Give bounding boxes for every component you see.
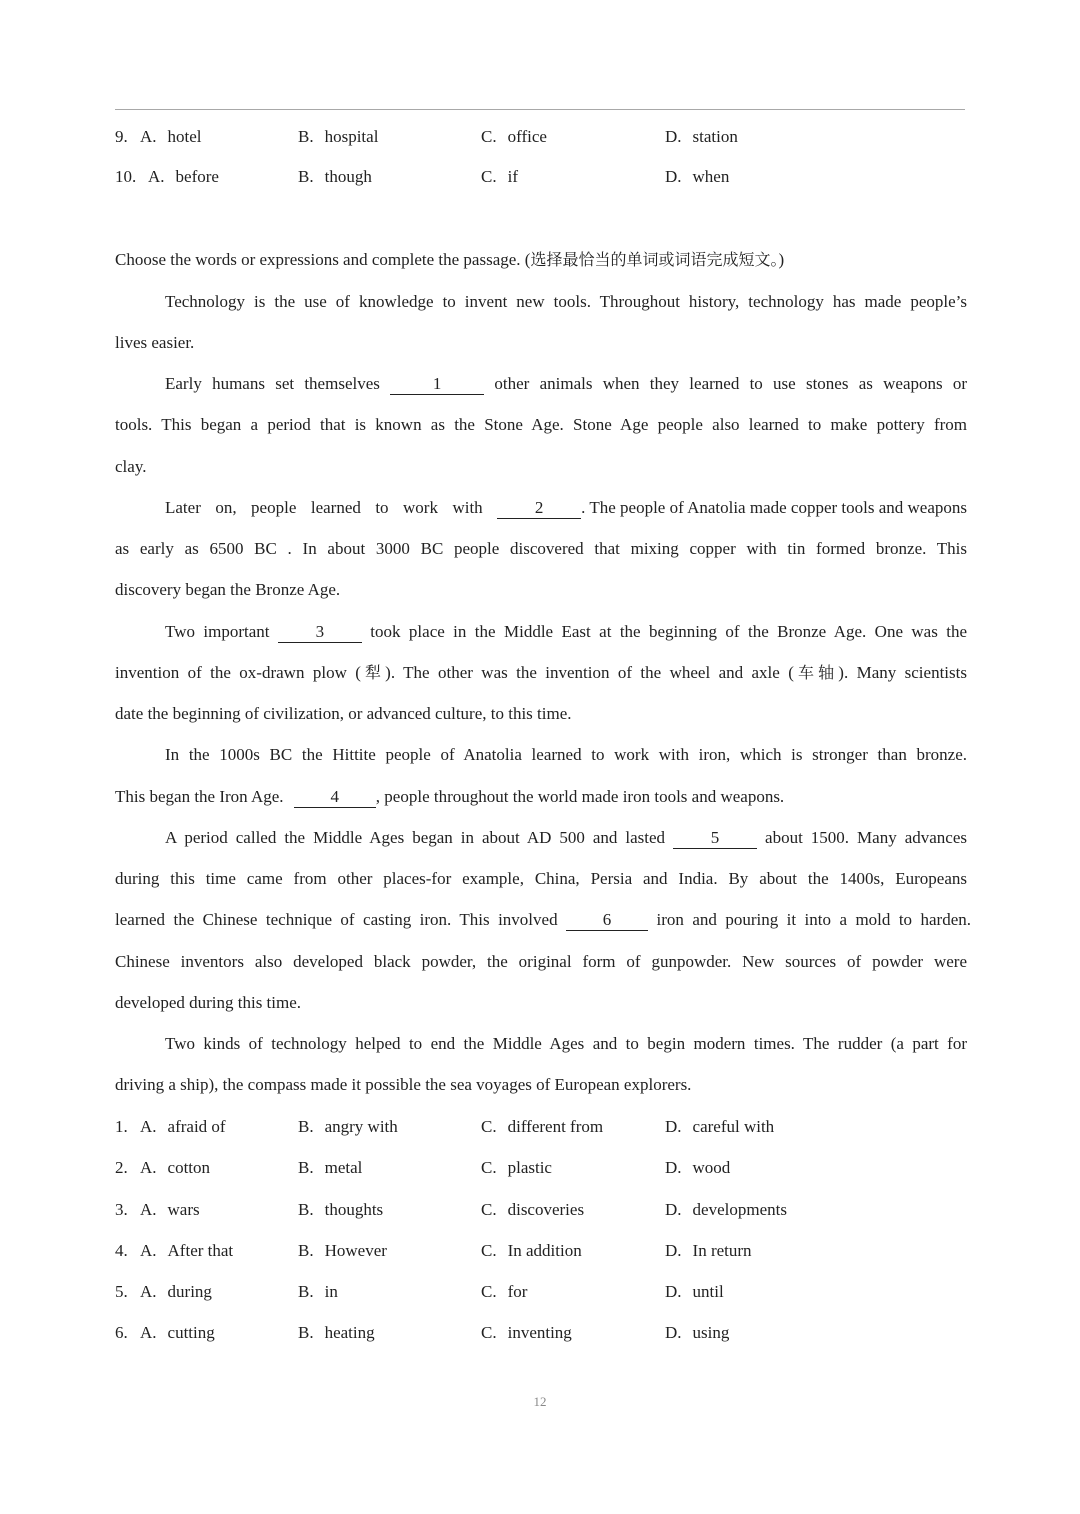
question-row	[115, 1115, 975, 1139]
question-row	[115, 125, 975, 149]
passage-text	[115, 663, 967, 682]
option-text: thoughts	[324, 1200, 384, 1219]
passage-line	[165, 372, 967, 396]
option-text: wood	[692, 1158, 731, 1177]
passage-line	[165, 496, 967, 520]
option-text: metal	[324, 1158, 363, 1177]
passage-line	[115, 785, 967, 809]
option-letter: C.	[481, 1200, 497, 1219]
blank-group	[497, 496, 967, 520]
answer-option	[140, 1239, 233, 1263]
passage-line	[165, 826, 967, 850]
question-number: 9.	[115, 127, 128, 146]
passage-text: Early humans set themselves	[165, 374, 380, 393]
option-letter: C.	[481, 1241, 497, 1260]
question-number: 5.	[115, 1282, 128, 1301]
option-text: plastic	[507, 1158, 552, 1177]
question-number: 6.	[115, 1323, 128, 1342]
option-text: inventing	[507, 1323, 572, 1342]
passage-line: developed during this time.	[115, 993, 302, 1012]
question-row	[115, 1156, 975, 1180]
answer-option	[298, 1115, 398, 1139]
answer-blank-5: 5	[673, 828, 757, 849]
answer-option	[481, 1115, 603, 1139]
passage-text-part: ). Many scientists	[838, 663, 967, 682]
passage-line	[115, 908, 971, 932]
option-text: during	[167, 1282, 212, 1301]
option-text: if	[507, 167, 518, 186]
passage-line: during this time came from other places-for example, China, Persia and India. By about the 1400s, Europeans	[115, 869, 967, 888]
answer-option	[298, 1156, 362, 1180]
option-letter: A.	[140, 127, 157, 146]
answer-option	[298, 1321, 375, 1345]
question-number: 10.	[115, 167, 137, 186]
option-text: In addition	[507, 1241, 582, 1260]
option-letter: A.	[140, 1200, 157, 1219]
answer-option	[481, 1239, 582, 1263]
passage-line: Chinese inventors also developed black powder, the original form of gunpowder. New sources of powder were	[115, 952, 967, 971]
option-letter: C.	[481, 167, 497, 186]
passage-text: other animals when they learned to use stones as weapons or	[494, 374, 968, 393]
question-number: 2.	[115, 1158, 128, 1177]
option-letter: B.	[298, 1117, 314, 1136]
answer-blank-3: 3	[278, 622, 362, 643]
passage-text: Two important	[165, 622, 270, 641]
passage-text: about 1500. Many advances	[765, 828, 968, 847]
answer-option	[481, 1280, 527, 1304]
answer-blank-1: 1	[390, 374, 484, 395]
passage-text-part: invention of the ox-drawn plow (	[115, 663, 361, 682]
instruction-text-chinese: 选择最恰当的单词或词语完成短文。	[530, 250, 779, 269]
option-text: station	[692, 127, 738, 146]
answer-option	[298, 1280, 338, 1304]
answer-option	[665, 1280, 724, 1304]
passage-text-part: ). The other was the invention of the wheel and axle (	[385, 663, 794, 682]
option-letter: D.	[665, 167, 682, 186]
answer-option	[481, 1321, 572, 1345]
option-letter: B.	[298, 127, 314, 146]
answer-option	[665, 125, 738, 149]
passage-line: Technology is the use of knowledge to invent new tools. Throughout history, technology has made people’s	[165, 292, 967, 311]
passage-line: tools. This began a period that is known as the Stone Age. Stone Age people also learned to make pottery from	[115, 415, 967, 434]
instruction-text: Choose the words or expressions and complete the passage. (	[115, 250, 531, 269]
answer-option	[298, 1239, 387, 1263]
answer-option	[148, 165, 219, 189]
option-letter: D.	[665, 1200, 682, 1219]
answer-blank-4: 4	[294, 787, 376, 808]
passage-line: discovery began the Bronze Age.	[115, 580, 341, 599]
option-text: when	[692, 167, 730, 186]
answer-option	[665, 1198, 787, 1222]
answer-option	[140, 1321, 215, 1345]
option-letter: B.	[298, 1323, 314, 1342]
option-text: for	[507, 1282, 528, 1301]
passage-line: driving a ship), the compass made it possible the sea voyages of European explorers.	[115, 1075, 692, 1094]
answer-option	[481, 1156, 552, 1180]
question-row	[115, 1198, 975, 1222]
option-letter: D.	[665, 1282, 682, 1301]
option-letter: B.	[298, 1158, 314, 1177]
option-text: heating	[324, 1323, 375, 1342]
question-number: 1.	[115, 1117, 128, 1136]
passage-line: lives easier.	[115, 333, 195, 352]
instruction-line	[115, 248, 967, 272]
option-text: angry with	[324, 1117, 398, 1136]
answer-option	[140, 125, 202, 149]
passage-line	[165, 620, 967, 644]
option-text: afraid of	[167, 1117, 226, 1136]
header-divider	[115, 109, 965, 110]
option-letter: D.	[665, 1323, 682, 1342]
question-number: 3.	[115, 1200, 128, 1219]
option-letter: B.	[298, 167, 314, 186]
option-text: though	[324, 167, 372, 186]
option-text: discoveries	[507, 1200, 585, 1219]
option-text: hospital	[324, 127, 379, 146]
option-letter: C.	[481, 1282, 497, 1301]
option-text: In return	[692, 1241, 752, 1260]
passage-text: learned the Chinese technique of casting iron. This involved	[115, 910, 558, 929]
option-letter: D.	[665, 1241, 682, 1260]
question-row	[115, 1321, 975, 1345]
option-text: in	[324, 1282, 338, 1301]
option-letter: B.	[298, 1282, 314, 1301]
answer-blank-2: 2	[497, 498, 581, 519]
page-number: 12	[533, 1394, 547, 1409]
option-text: until	[692, 1282, 724, 1301]
passage-text: took place in the Middle East at the beginning of the Bronze Age. One was the	[370, 622, 968, 641]
chinese-gloss: 犁	[360, 663, 386, 682]
option-letter: A.	[140, 1241, 157, 1260]
answer-blank-6: 6	[566, 910, 648, 931]
question-row	[115, 1280, 975, 1304]
passage-line	[115, 661, 967, 685]
option-letter: D.	[665, 1158, 682, 1177]
answer-option	[481, 165, 518, 189]
answer-option	[140, 1280, 212, 1304]
option-letter: D.	[665, 127, 682, 146]
option-letter: A.	[140, 1282, 157, 1301]
answer-option	[140, 1156, 210, 1180]
option-text: cotton	[167, 1158, 211, 1177]
option-letter: C.	[481, 1117, 497, 1136]
option-letter: B.	[298, 1200, 314, 1219]
answer-option	[665, 1115, 774, 1139]
option-letter: D.	[665, 1117, 682, 1136]
answer-option	[665, 1156, 730, 1180]
option-text: developments	[692, 1200, 787, 1219]
passage-line: Two kinds of technology helped to end the Middle Ages and to begin modern times. The rudder (a part for	[165, 1034, 967, 1053]
option-text: using	[692, 1323, 730, 1342]
option-letter: B.	[298, 1241, 314, 1260]
passage-text: iron and pouring it into a mold to harden.	[656, 910, 972, 929]
option-text: office	[507, 127, 547, 146]
question-number: 4.	[115, 1241, 128, 1260]
answer-option	[298, 125, 378, 149]
question-row	[115, 1239, 975, 1263]
passage-text: , people throughout the world made iron tools and weapons.	[375, 787, 785, 806]
answer-option	[665, 165, 729, 189]
option-text: However	[324, 1241, 387, 1260]
answer-option	[140, 1115, 226, 1139]
option-letter: A.	[140, 1117, 157, 1136]
option-letter: A.	[140, 1158, 157, 1177]
passage-text: Later on, people learned to work with	[165, 498, 483, 517]
chinese-gloss: 车轴	[793, 663, 839, 682]
answer-option	[140, 1198, 200, 1222]
option-text: hotel	[167, 127, 202, 146]
answer-option	[298, 165, 372, 189]
option-text: careful with	[692, 1117, 775, 1136]
question-row	[115, 165, 975, 189]
passage-line: as early as 6500 BC . In about 3000 BC people discovered that mixing copper with tin formed bronze. This	[115, 539, 967, 558]
answer-option	[298, 1198, 383, 1222]
passage-text: . The people of Anatolia made copper tools and weapons	[581, 498, 968, 517]
option-text: before	[175, 167, 219, 186]
option-text: cutting	[167, 1323, 215, 1342]
option-letter: A.	[140, 1323, 157, 1342]
passage-line: In the 1000s BC the Hittite people of Anatolia learned to work with iron, which is stronger than bronze.	[165, 745, 967, 764]
option-letter: C.	[481, 127, 497, 146]
option-text: wars	[167, 1200, 200, 1219]
option-letter: C.	[481, 1323, 497, 1342]
answer-option	[665, 1239, 752, 1263]
passage-text: This began the Iron Age.	[115, 787, 284, 806]
option-text: different from	[507, 1117, 604, 1136]
option-text: After that	[167, 1241, 234, 1260]
option-letter: A.	[148, 167, 165, 186]
option-letter: C.	[481, 1158, 497, 1177]
answer-option	[481, 125, 547, 149]
passage-line: date the beginning of civilization, or advanced culture, to this time.	[115, 704, 572, 723]
passage-text: A period called the Middle Ages began in about AD 500 and lasted	[165, 828, 666, 847]
answer-option	[481, 1198, 584, 1222]
passage-line: clay.	[115, 457, 147, 476]
answer-option	[665, 1321, 729, 1345]
instruction-close: )	[778, 250, 785, 269]
